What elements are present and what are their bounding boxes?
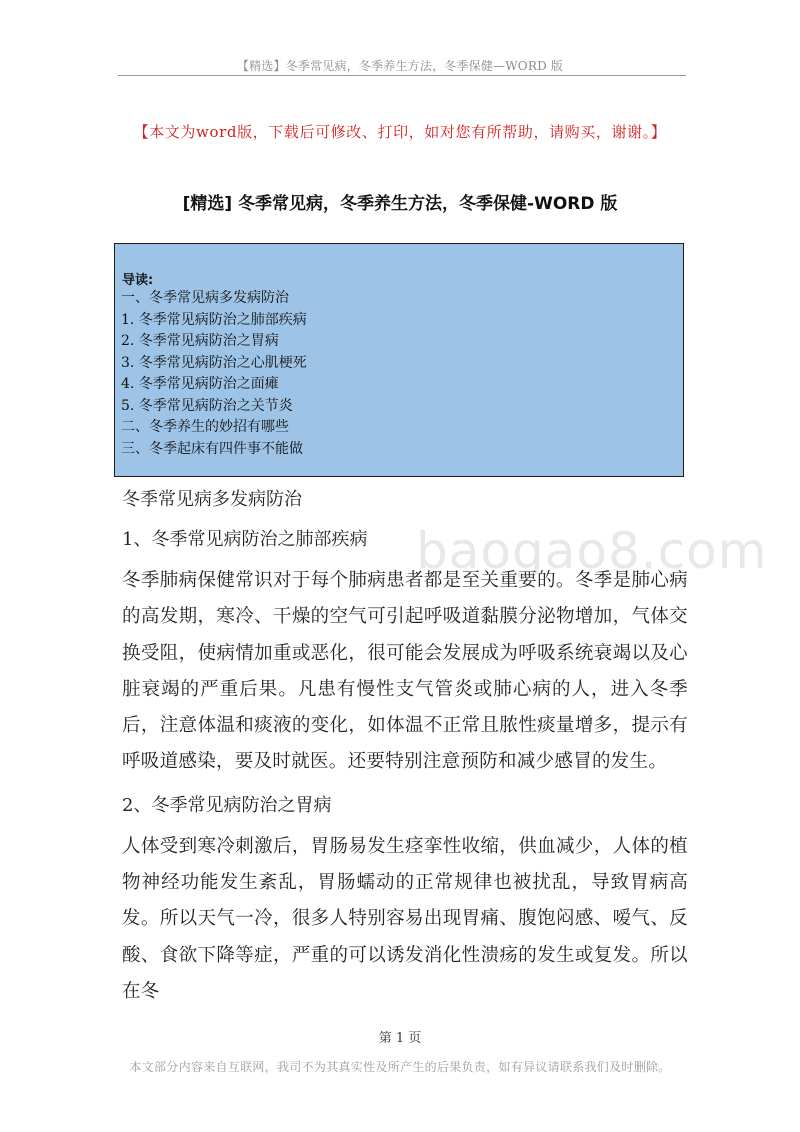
toc-item[interactable]: 4. 冬季常见病防治之面瘫 xyxy=(121,376,279,392)
toc-item[interactable]: 一、冬季常见病多发病防治 xyxy=(121,290,289,306)
toc-item[interactable]: 5. 冬季常见病防治之关节炎 xyxy=(121,397,293,414)
watermark: baogao8.com xyxy=(416,522,768,580)
subsection-heading: 1、冬季常见病防治之肺部疾病 xyxy=(122,529,368,550)
page-number: 第 1 页 xyxy=(378,1031,422,1046)
toc-heading: 导读: xyxy=(122,273,154,288)
document-body xyxy=(122,483,688,1010)
running-header: 【精选】冬季常见病，冬季养生方法，冬季保健—WORD 版 xyxy=(236,59,564,73)
toc-item[interactable]: 2. 冬季常见病防治之胃病 xyxy=(121,333,279,349)
footer-disclaimer: 本文部分内容来自互联网，我司不为其真实性及所产生的后果负责，如有异议请联系我们及时删除。 xyxy=(129,1060,671,1074)
section-heading: 冬季常见病多发病防治 xyxy=(122,489,302,510)
toc-item[interactable]: 二、冬季养生的妙招有哪些 xyxy=(121,419,289,435)
toc-box xyxy=(114,243,684,477)
body-paragraph: 人体受到寒冷刺激后，胃肠易发生痉挛性收缩，供血减少，人体的植物神经功能发生紊乱，胃肠蠕动的正常规律也被扰乱，导致胃病高发。所以天气一冷，很多人特别容易出现胃痛、腹饱闷感、嗳气、反酸、食欲下降等症，严重的可以诱发消化性溃疡的发生或复发。所以在冬 xyxy=(122,835,688,1002)
body-paragraph: 冬季肺病保健常识对于每个肺病患者都是至关重要的。冬季是肺心病的高发期，寒冷、干燥的空气可引起呼吸道黏膜分泌物增加，气体交换受阻，使病情加重或恶化，很可能会发展成为呼吸系统衰竭以及心脏衰竭的严重后果。凡患有慢性支气管炎或肺心病的人，进入冬季后，注意体温和痰液的变化，如体温不正常且脓性痰量增多，提示有呼吸道感染，要及时就医。还要特别注意预防和减少感冒的发生。 xyxy=(122,570,688,773)
document-title: [精选] 冬季常见病，冬季养生方法，冬季保健-WORD 版 xyxy=(182,194,618,214)
toc-item[interactable]: 三、冬季起床有四件事不能做 xyxy=(121,440,303,457)
purchase-notice: 【本文为word版，下载后可修改、打印，如对您有所帮助，请购买，谢谢。】 xyxy=(133,123,667,141)
toc-item[interactable]: 1. 冬季常见病防治之肺部疾病 xyxy=(121,311,307,328)
toc-list xyxy=(121,288,307,460)
header-divider xyxy=(118,75,686,76)
toc-item[interactable]: 3. 冬季常见病防治之心肌梗死 xyxy=(121,354,307,371)
subsection-heading: 2、冬季常见病防治之胃病 xyxy=(122,794,332,816)
